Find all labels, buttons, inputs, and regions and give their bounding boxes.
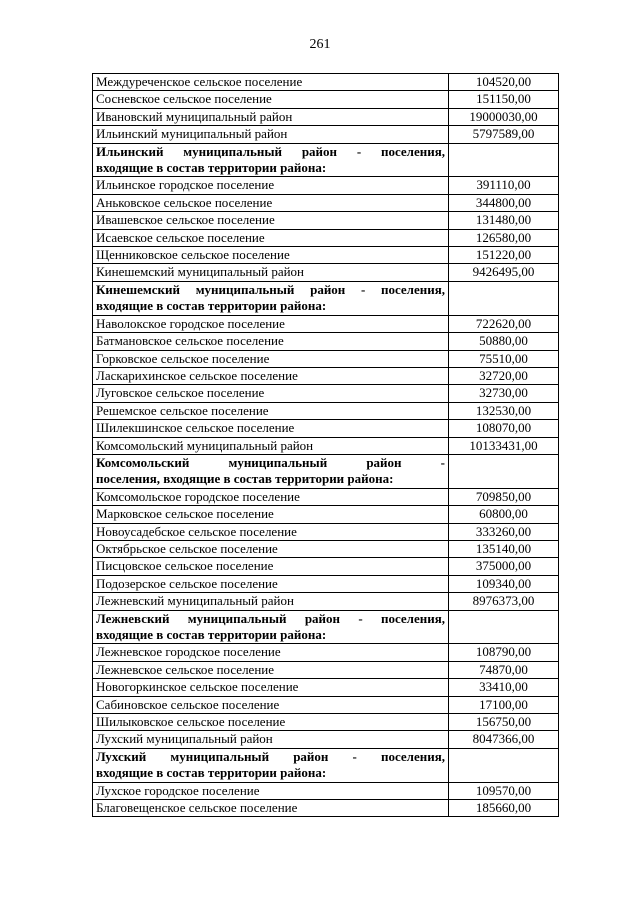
table-row	[93, 714, 559, 731]
amount-value: 8047366,00	[449, 731, 559, 748]
settlement-name: Ивановский муниципальный район	[93, 108, 449, 125]
amount-value: 10133431,00	[449, 437, 559, 454]
table-row	[93, 540, 559, 557]
section-heading-value-cell	[449, 143, 559, 177]
settlement-name: Октябрьское сельское поселение	[93, 540, 449, 557]
settlement-name: Лежневский муниципальный район	[93, 593, 449, 610]
settlement-name: Сосневское сельское поселение	[93, 91, 449, 108]
table-row	[93, 575, 559, 592]
section-heading-line: входящие в состав территории района:	[96, 627, 327, 642]
table-row	[93, 558, 559, 575]
section-heading-value-cell	[449, 610, 559, 644]
table-row	[93, 91, 559, 108]
table-row	[93, 593, 559, 610]
section-heading-row	[93, 281, 559, 315]
section-heading-line: Кинешемский муниципальный район - поселения,	[96, 281, 445, 297]
table-row	[93, 333, 559, 350]
settlement-name: Лежневское сельское поселение	[93, 661, 449, 678]
settlement-name: Новоусадебское сельское поселение	[93, 523, 449, 540]
table-row	[93, 402, 559, 419]
amount-value: 391110,00	[449, 177, 559, 194]
table-row	[93, 212, 559, 229]
settlement-name: Сабиновское сельское поселение	[93, 696, 449, 713]
settlement-name: Лухское городское поселение	[93, 782, 449, 799]
amount-value: 33410,00	[449, 679, 559, 696]
amount-value: 32730,00	[449, 385, 559, 402]
amount-value: 60800,00	[449, 506, 559, 523]
amount-value: 709850,00	[449, 488, 559, 505]
table-row	[93, 661, 559, 678]
section-heading-line: входящие в состав территории района:	[96, 160, 327, 176]
amount-value: 32720,00	[449, 367, 559, 384]
table-row	[93, 679, 559, 696]
section-heading	[93, 454, 449, 488]
table-row	[93, 229, 559, 246]
settlement-name: Лухский муниципальный район	[93, 731, 449, 748]
settlement-name: Новогоркинское сельское поселение	[93, 679, 449, 696]
amount-value: 19000030,00	[449, 108, 559, 125]
amount-value: 9426495,00	[449, 264, 559, 281]
table-row	[93, 126, 559, 143]
settlement-name: Щенниковское сельское поселение	[93, 247, 449, 264]
section-heading-line: Ильинский муниципальный район - поселения,	[96, 143, 445, 159]
section-heading-line: входящие в состав территории района:	[96, 298, 327, 314]
amount-value: 8976373,00	[449, 593, 559, 610]
section-heading-line: Лежневский муниципальный район - поселения,	[96, 610, 445, 626]
table-row	[93, 350, 559, 367]
section-heading-row	[93, 143, 559, 177]
settlement-name: Комсомольское городское поселение	[93, 488, 449, 505]
table-row	[93, 315, 559, 332]
settlement-name: Луговское сельское поселение	[93, 385, 449, 402]
amount-value: 375000,00	[449, 558, 559, 575]
settlement-name: Шилекшинское сельское поселение	[93, 420, 449, 437]
settlement-name: Писцовское сельское поселение	[93, 558, 449, 575]
settlement-name: Ивашевское сельское поселение	[93, 212, 449, 229]
section-heading	[93, 610, 449, 644]
amount-value: 74870,00	[449, 661, 559, 678]
amount-value: 108070,00	[449, 420, 559, 437]
settlement-name: Ильинское городское поселение	[93, 177, 449, 194]
section-heading-value-cell	[449, 281, 559, 315]
amount-value: 17100,00	[449, 696, 559, 713]
settlement-name: Решемское сельское поселение	[93, 402, 449, 419]
settlement-name: Благовещенское сельское поселение	[93, 800, 449, 817]
amount-value: 104520,00	[449, 74, 559, 91]
amount-value: 132530,00	[449, 402, 559, 419]
section-heading-row	[93, 748, 559, 782]
settlement-name: Наволокское городское поселение	[93, 315, 449, 332]
table-row	[93, 731, 559, 748]
settlement-name: Шилыковское сельское поселение	[93, 714, 449, 731]
section-heading-line: Лухский муниципальный район - поселения,	[96, 748, 445, 764]
table-row	[93, 264, 559, 281]
amount-value: 109570,00	[449, 782, 559, 799]
section-heading-line: Комсомольский муниципальный район -	[96, 454, 445, 470]
amount-value: 333260,00	[449, 523, 559, 540]
table-row	[93, 247, 559, 264]
table-row	[93, 782, 559, 799]
page-number: 261	[309, 37, 331, 52]
settlement-name: Комсомольский муниципальный район	[93, 437, 449, 454]
table-row	[93, 506, 559, 523]
table-row	[93, 644, 559, 661]
table-row	[93, 488, 559, 505]
section-heading-value-cell	[449, 748, 559, 782]
settlement-name: Ласкарихинское сельское поселение	[93, 367, 449, 384]
settlement-name: Ильинский муниципальный район	[93, 126, 449, 143]
amount-value: 135140,00	[449, 540, 559, 557]
amount-value: 344800,00	[449, 194, 559, 211]
settlement-name: Подозерское сельское поселение	[93, 575, 449, 592]
amount-value: 5797589,00	[449, 126, 559, 143]
amount-value: 156750,00	[449, 714, 559, 731]
settlement-name: Горковское сельское поселение	[93, 350, 449, 367]
section-heading-value-cell	[449, 454, 559, 488]
table-row	[93, 523, 559, 540]
section-heading-line: входящие в состав территории района:	[96, 765, 327, 781]
amount-value: 109340,00	[449, 575, 559, 592]
amount-value: 185660,00	[449, 800, 559, 817]
amount-value: 131480,00	[449, 212, 559, 229]
amount-value: 126580,00	[449, 229, 559, 246]
table-row	[93, 420, 559, 437]
settlement-name: Аньковское сельское поселение	[93, 194, 449, 211]
table-row	[93, 108, 559, 125]
section-heading-line: поселения, входящие в состав территории района:	[96, 471, 394, 487]
section-heading	[93, 748, 449, 782]
table-row	[93, 696, 559, 713]
settlement-name: Исаевское сельское поселение	[93, 229, 449, 246]
settlement-name: Междуреченское сельское поселение	[93, 74, 449, 91]
settlement-name: Лежневское городское поселение	[93, 644, 449, 661]
amount-value: 108790,00	[449, 644, 559, 661]
table-row	[93, 74, 559, 91]
budget-table	[92, 73, 559, 817]
section-heading	[93, 281, 449, 315]
amount-value: 151150,00	[449, 91, 559, 108]
table-row	[93, 367, 559, 384]
budget-table-body	[93, 74, 559, 817]
section-heading-row	[93, 454, 559, 488]
settlement-name: Марковское сельское поселение	[93, 506, 449, 523]
amount-value: 722620,00	[449, 315, 559, 332]
amount-value: 75510,00	[449, 350, 559, 367]
table-row	[93, 437, 559, 454]
settlement-name: Батмановское сельское поселение	[93, 333, 449, 350]
amount-value: 50880,00	[449, 333, 559, 350]
settlement-name: Кинешемский муниципальный район	[93, 264, 449, 281]
table-row	[93, 194, 559, 211]
section-heading-row	[93, 610, 559, 644]
table-row	[93, 177, 559, 194]
table-row	[93, 800, 559, 817]
section-heading	[93, 143, 449, 177]
amount-value: 151220,00	[449, 247, 559, 264]
table-row	[93, 385, 559, 402]
